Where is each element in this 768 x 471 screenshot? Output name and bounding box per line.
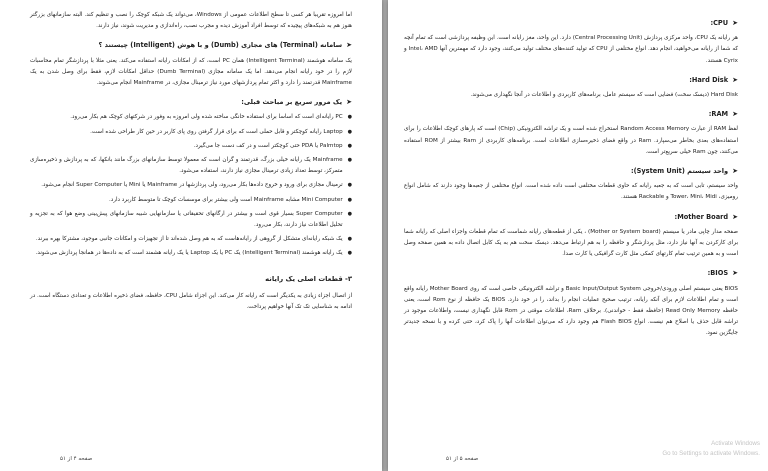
watermark-title: Activate Windows: [711, 440, 760, 447]
intro-paragraph: اما امروزه تقریبا هر کسی تا سطح اطلاعات عمومی از Windows، می‌تواند یک شبکه کوچک را نصب و تنظیم کند. البته سازمانهای بزرگتر هنوز هم به شبکه‌های پیچیده که توسط افراد آموزش دیده و مجرب نصب، راه‌اندازی و مدیریت شوند، نیاز دارند.: [30, 12, 352, 30]
bullet-item: [30, 112, 352, 123]
bullet-text: Mini Computer مشابه Mainframe است ولی بیشتر برای موسسات کوچک تا متوسط کاربرد دارد.: [109, 196, 343, 203]
bullet-item: [30, 248, 352, 259]
section-heading: [30, 97, 352, 108]
bullet-item: [30, 127, 352, 138]
bullet-item: [30, 155, 352, 177]
bios-paragraph: BIOS یعنی سیستم اصلی ورودی/خروجی Basic Input/Output System و تراشه الکترونیکی خاصی است که روی Mother Board رایانه واقع است و تمام اطلاعات لازم برای آنکه رایانه، ترتیب صحیح عملیات انجام را بداند، را در خود دارد. BIOS یک حافظه از نوع Rom است، یعنی حافظه Read Only Memory (حافظه فقط - خواندنی). برخلاف Ram، اطلاعات موقتی در Rom قابل نگهداری نیست، واطلاعات موجود در تراشه قابل حذف یا اصلاح هم نیست. انواع Flash BIOS هم وجود دارد که می‌توان اطلاعات آنها را پاک کرد، حتی کرده و با نسخه جدیدتر جایگزین نمود.: [404, 285, 739, 337]
bullet-item: [30, 180, 352, 191]
section-heading: [30, 40, 352, 51]
system-unit-paragraph: واحد سیستم، تابی است که به جعبه رایانه که حاوی قطعات مختلفی است داده شده است. انواع مختلفی از جعبه‌ها وجود دارند که شامل انواع رومیزی، Tower، Mini، Midi و Rackable هستند.: [404, 183, 738, 201]
components-paragraph: از اتصال اجزاء زیادی به یکدیگر است که رایانه کار می‌کند. این اجزاء شامل CPU، حافظه، فضای ذخیره اطلاعات و تعدادی دستگاه است. در ادامه به شناسایی تک تک آنها خواهیم پرداخت.: [30, 292, 353, 311]
heading-text: واحد سیستم (System Unit):: [630, 167, 729, 176]
bullet-icon: ●: [347, 250, 352, 257]
bullet-icon: ●: [347, 157, 352, 164]
heading-marker-icon: ➤: [732, 19, 738, 27]
activation-watermark: [662, 439, 760, 459]
section-heading: [404, 75, 738, 86]
cpu-paragraph: هر رایانه یک CPU، واحد مرکزی پردازش (Central Processing Unit) دارد. این واحد، مغز رایانه است. این وظیفه پردازشی است که تمام آنچه که شما از رایانه می‌خواهید، انجام دهد. انواع مختلفی از CPU که تولید کننده‌های مختلف تولید می‌کنند، وجود دارد که مهمترین آنها Intel، AMD و Cyrix هستند.: [404, 35, 738, 64]
watermark-subtitle: Go to Settings to activate Windows.: [662, 450, 760, 457]
hard-disk-paragraph: Hard Disk (دیسک سخت) فضایی است که سیستم عامل، برنامه‌های کاربردی و اطلاعات در آنجا نگهداری می‌شوند.: [470, 92, 738, 99]
bullet-text: PC رایانه‌ای است که اساسا برای استفاده خانگی ساخته شده ولی امروزه به وفور در شرکتهای کوچک هم بکار می‌رود.: [70, 114, 343, 121]
bullet-item: [30, 234, 352, 245]
bullet-text: یک رایانه هوشمند (Intelligent Terminal) یک PC یا یک Laptop یا یک رایانه هشمند است که به داده‌ها در همانجا پردازش می‌شوند.: [35, 250, 343, 257]
bullet-text: Laptop رایانه کوچکتر و قابل حملی است که برای قرار گرفتن روی پای کاربر در حین کار طراحی شده است.: [90, 128, 343, 135]
bullet-icon: ●: [347, 182, 352, 189]
heading-marker-icon: ➤: [732, 75, 738, 84]
heading-marker-icon: ➤: [346, 98, 352, 107]
heading-text: RAM:: [708, 110, 729, 119]
ram-paragraph: لفظ RAM از عبارت Random Access Memory استخراج شده است و یک تراشه الکترونیکی (Chip) است که پارهای کوچک اطلاعات را برای استفاده‌های بعدی بخاطر می‌سپارد. Ram در واقع فضای ذخیره‌سازی اطلاعات است. برنامه‌های کاربردی از Ram بیشتر از ROM استفاده می‌کنند، چون Ram خیلی سریع‌تر است.: [404, 126, 738, 155]
document-page-left: [0, 0, 382, 471]
heading-text: یک مرور سریع بر مباحث قبلی:: [241, 98, 343, 107]
bullet-icon: ●: [347, 128, 352, 135]
heading-marker-icon: ➤: [732, 167, 738, 176]
heading-marker-icon: ➤: [732, 110, 738, 119]
section-heading: [30, 274, 352, 285]
heading-text: CPU:: [710, 19, 729, 27]
heading-marker-icon: ➤: [346, 41, 352, 50]
heading-text: Mother Board:: [674, 212, 729, 221]
bullet-item: [30, 195, 352, 206]
page-number: صفحه ۵ از ۵۱: [446, 455, 479, 462]
section-heading: [404, 166, 738, 177]
bullet-icon: ●: [347, 114, 352, 121]
section-heading: [404, 212, 738, 223]
bullet-icon: ●: [347, 196, 352, 203]
bullet-text: Mainframe یک رایانه خیلی بزرگ، قدرتمند و گران است که معمولا توسط سازمانهای بزرگ مانند بانکها، که به پردازش و ذخیره‌سازی متمرکز، توسط تعداد زیادی ترمینال مجازی نیاز دارند، استفاده می‌شود.: [30, 157, 343, 175]
page-number: صفحه ۴ از ۵۱: [60, 455, 93, 462]
bullet-text: ترمینال مجازی برای ورود و خروج داده‌ها بکار می‌رود، ولی پردازشها در Mainframe یا Mini یا Super Computer انجام می‌شود.: [41, 182, 343, 189]
bullet-text: Palmtop یا PDA حتی کوچکتر است و در کف دست جا می‌گیرد.: [193, 142, 343, 149]
terminal-paragraph: یک سامانه هوشمند (Intelligent Terminal) همان PC است، که از امکانات رایانه استفاده می‌کند. یعنی مثلا با پردازشگر تمام محاسبات لازم را در خود رایانه انجام می‌دهد. اما یک سامانه مجازی (Dumb Terminal) حداقل امکانات لازم، فقط برای وصل شدن به یک Mainframe قدرتمند را دارد و اکثر تمام پردازشهای مورد نیاز ترمینال مجازی، در Mainframe انجام می‌شوند.: [30, 57, 352, 87]
section-heading: [404, 109, 738, 120]
bullet-icon: ●: [347, 142, 352, 149]
heading-text: Hard Disk:: [689, 75, 729, 84]
bullet-item: [30, 141, 352, 152]
bullet-text: Super Computer بسیار قوی است و بیشتر در ارگانهای تحقیقاتی یا سازمانهایی شبیه سازمانهای پیش‌بینی وضع هوا که به تجزیه و تحلیل اطلاعات نیاز دارند، بکار می‌رود.: [30, 210, 343, 229]
heading-text: سامانه (Terminal) های مجازی (Dumb) و با هوش (Intelligent) چیستند ؟: [98, 41, 343, 50]
heading-marker-icon: ➤: [732, 269, 738, 278]
heading-text: BIOS:: [707, 269, 729, 278]
bullet-text: یک شبکه رایانه‌ای متشکل از گروهی از رایانه‌هاست که به هم وصل شده‌اند تا از تجهیزات و امکانات جانبی موجود، مشترکا بهره ببرند.: [35, 236, 343, 243]
section-heading: [404, 18, 738, 29]
heading-text: ۳- قطعات اصلی یک رایانه: [265, 274, 352, 283]
document-page-right: [388, 0, 768, 471]
bullet-item: [30, 209, 352, 231]
section-heading: [404, 268, 738, 279]
bullet-icon: ●: [347, 210, 352, 217]
heading-marker-icon: ➤: [732, 212, 738, 221]
bullet-icon: ●: [347, 236, 352, 243]
motherboard-paragraph: صفحه مدار چاپی مادر یا سیستم (Mother or System board) ، یکی از قطعه‌های رایانه شماست که تمام قطعات واجزاء اصلی که رایانه شما برای کارکردن به آنها نیاز دارد، مثل پردازشگر و حافظه را به هم ارتباط می‌دهد. دیسک سخت هم به یک کابل اتصال داده به همین صفحه وصل است و به همین ترتیب تمام کارتهای کمکی مثل کارت گرافیکی یا کارت صدا.: [404, 228, 739, 258]
